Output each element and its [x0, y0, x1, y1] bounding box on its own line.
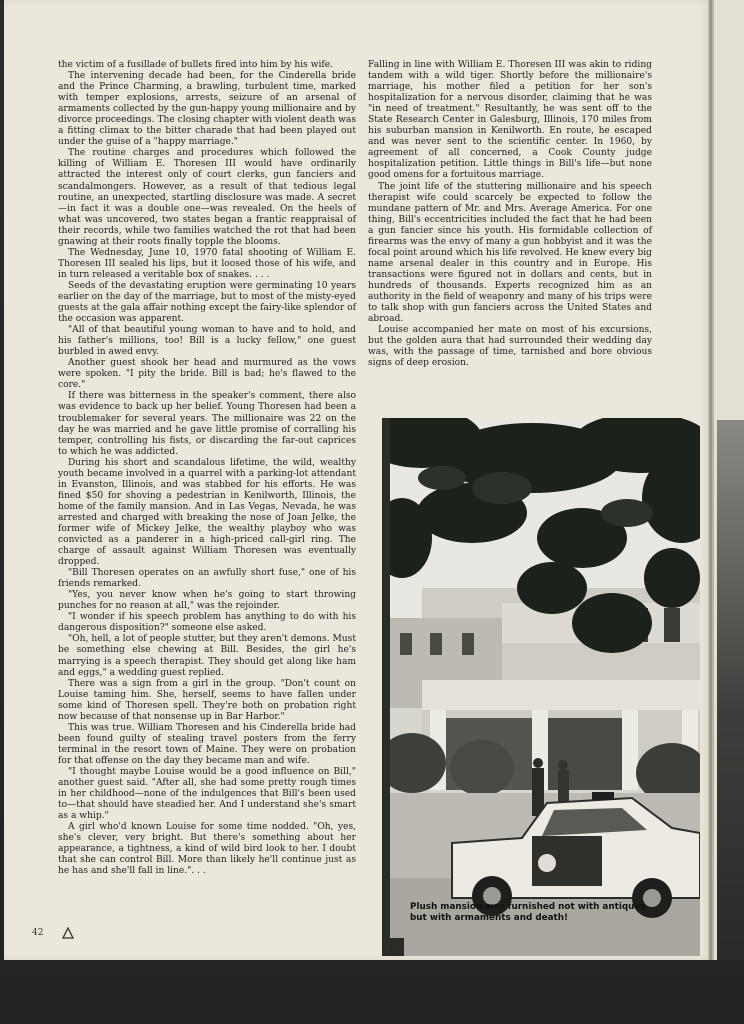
paragraph: There was a sign from a girl in the group. "Don't count on Louise taming him. She, herself, seems to have fallen under some kind of Thoresen spell. They're both on probation right now because of that nonsense up in Bar Harbor." [58, 678, 356, 722]
next-page-strip [712, 0, 744, 960]
paragraph: This was true. William Thoresen and his Cinderella bride had been found guilty of stealing travel posters from the ferry terminal in the resort town of Maine. They were on probation for that offense on the day they became man and wife. [58, 722, 356, 766]
paragraph: Another guest shook her head and murmured as the vows were spoken. "I pity the bride. Bill is bad; he's flawed to the core." [58, 358, 356, 391]
paragraph: During his short and scandalous lifetime, the wild, wealthy youth became involved in a quarrel with a parking-lot attendant in Evanston, Illinois, and was stabbed for his efforts. He was fined $50 for shoving a pedestrian in Kenilworth, Illinois, the home of the family mansion. And in Las Vegas, Nevada, he was arrested and charged with breaking the nose of Joan Jelke, the former wife of Mickey Jelke, the wealthy playboy who was convicted as a panderer in a high-priced call-girl ring. The charge of assault against William Thoresen was eventually dropped. [58, 457, 356, 568]
left-column [58, 60, 356, 877]
paragraph: The Wednesday, June 10, 1970 fatal shooting of William E. Thoresen III sealed his lips, but it loosed those of his wife, and in turn released a veritable box of snakes. . . . [58, 247, 356, 280]
paragraph: "Bill Thoresen operates on an awfully short fuse," one of his friends remarked. [58, 568, 356, 590]
mansion-photo [382, 418, 700, 956]
paragraph: "Yes, you never know when he's going to start throwing punches for no reason at all," was the rejoinder. [58, 590, 356, 612]
next-page-photo-edge [717, 420, 744, 960]
mansion-photo-drawing [382, 418, 700, 956]
paragraph: The joint life of the stuttering millionaire and his speech therapist wife could scarcely be expected to follow the mundane pattern of Mr. and Mrs. Average America. For one thing, Bill's eccentricities included the fact that he had been a gun fancier since his youth. His formidable collection of firearms was the envy of many a gun hobbyist and it was the focal point around which his life revolved. He knew every big name arsenal dealer in this country and in Europe. His transactions were figured not in dollars and cents, but in hundreds of thousands. Experts recognized him as an authority in the field of weaponry and many of his trips were to talk shop with gun fanciers across the United States and abroad. [368, 181, 652, 325]
paragraph: A girl who'd known Louise for some time nodded. "Oh, yes, she's clever, very bright. But there's something about her appearance, a tightness, a kind of wild bird look to her. I doubt that she can control Bill. More than likely he'll continue just as he has and she'll fall in line.". . . [58, 822, 356, 877]
paragraph: "I thought maybe Louise would be a good influence on Bill," another guest said. "After all, she had some pretty rough times in her childhood—none of the indulgences that Bill's been used to—that should have steadied her. And I understand she's smart as a whip." [58, 767, 356, 822]
paragraph: "I wonder if his speech problem has anything to do with his dangerous disposition?" someone else asked. [58, 612, 356, 634]
paragraph: If there was bitterness in the speaker's comment, there also was evidence to back up her belief. Young Thoresen had been a troublemaker for several years. The millionaire was 22 on the day he was married and he gave little promise of corralling his temper, controlling his fists, or discarding the far-out caprices to which he was addicted. [58, 391, 356, 457]
paragraph: Seeds of the devastating eruption were germinating 10 years earlier on the day of the marriage, but to most of the misty-eyed guests at the gala affair nothing except the fairy-like splendor of the occasion was apparent. [58, 280, 356, 325]
paragraph: The intervening decade had been, for the Cinderella bride and the Prince Charming, a brawling, turbulent time, marked with temper explosions, arrests, seizure of an arsenal of armaments collected by the gun-happy young millionaire and by divorce proceedings. The closing chapter with violent death was a fitting climax to the bitter charade that had been played out under the guise of a "happy marriage." [58, 71, 356, 148]
photo-caption: Plush mansion was furnished not with antiques but with armaments and death! [410, 902, 646, 923]
page-number: 42 [32, 928, 44, 938]
paragraph: the victim of a fusillade of bullets fired into him by his wife. [58, 60, 334, 70]
paragraph: The routine charges and procedures which followed the killing of William E. Thoresen III would have ordinarily attracted the interest only of court clerks, gun fanciers and scandalmongers. However, as a result of that tedious legal routine, an unexpected, startling disclosure was made. A secret—in fact it was a double one—was revealed. On the heels of what was uncovered, two states began a frantic reappraisal of their records, while two families watched the rot that had been gnawing at their roots finally topple the blooms. [58, 148, 356, 247]
paragraph: "Oh, hell, a lot of people stutter, but they aren't demons. Must be something else chewing at Bill. Besides, the girl he's marrying is a speech therapist. They should get along like ham and eggs," a wedding guest replied. [58, 634, 356, 678]
triangle-logo-icon [62, 927, 74, 939]
paragraph: "All of that beautiful young woman to have and to hold, and his father's millions, too! Bill is a lucky fellow," one guest burbled in awed envy. [58, 325, 356, 358]
paragraph: Falling in line with William E. Thoresen III was akin to riding tandem with a wild tiger. Shortly before the millionaire's marriage, his mother filed a petition for her son's hospitalization for a nervous disorder, claiming that he was "in need of treatment." Resultantly, he was sent off to the State Research Center in Galesburg, Illinois, 170 miles from his suburban mansion in Kenilworth. En route, he escaped and was never sent to the scientific center. In 1960, by agreement of all concerned, a Cook County judge hospitalization petition. Little things in Bill's life—but none good omens for a fortuitous marriage. [368, 60, 652, 181]
paragraph: Louise accompanied her mate on most of his excursions, but the golden aura that had surrounded their wedding day was, with the passage of time, tarnished and bore obvious signs of deep erosion. [368, 325, 652, 369]
right-column [368, 60, 652, 369]
